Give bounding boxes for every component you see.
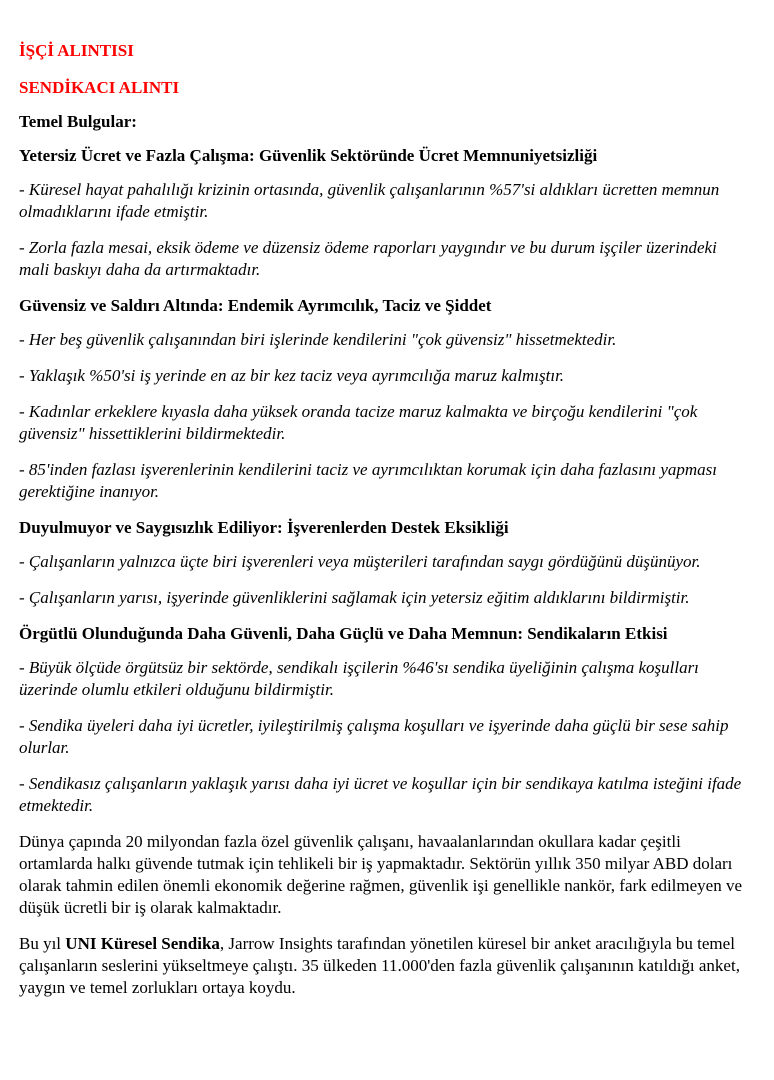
finding-item: - Yaklaşık %50'si iş yerinde en az bir kez taciz veya ayrımcılığa maruz kalmıştır. (19, 366, 565, 385)
finding-item: - Zorla fazla mesai, eksik ödeme ve düzensiz ödeme raporları yaygındır ve bu durum işçiler üzerindeki mali baskıyı daha da artırmaktadır. (19, 238, 717, 279)
paragraph-text: Bu yıl (19, 934, 66, 953)
finding-item: - Küresel hayat pahalılığı krizinin ortasında, güvenlik çalışanlarının %57'si aldıkları ücretten memnun olmadıklarını ifade etmiştir. (19, 180, 720, 221)
worker-quote-label: İŞÇİ ALINTISI (19, 41, 134, 60)
finding-item: - Sendika üyeleri daha iyi ücretler, iyileştirilmiş çalışma koşulları ve işyerinde daha güçlü bir sese sahip olurlar. (19, 716, 729, 757)
organization-name: UNI Küresel Sendika (65, 934, 220, 953)
section-pay (19, 145, 749, 281)
section-safety (19, 295, 749, 503)
body-paragraph: Dünya çapında 20 milyondan fazla özel güvenlik çalışanı, havaalanlarından okullara kadar çeşitli ortamlarda halkı güvende tutmak için tehlikeli bir iş yapmaktadır. Sektörün yıllık 350 milyar ABD doları olarak tahmin edilen önemli ekonomik değerine rağmen, güvenlik işi genellikle nankör, fark edilmeyen ve düşük ücretli bir iş olarak kalmaktadır. (19, 832, 743, 917)
finding-item: - Sendikasız çalışanların yaklaşık yarısı daha iyi ücret ve koşullar için bir sendikaya katılma isteğini ifade etmektedir. (19, 774, 742, 815)
section-heading: Örgütlü Olunduğunda Daha Güvenli, Daha Güçlü ve Daha Memnun: Sendikaların Etkisi (19, 624, 668, 643)
finding-item: - Kadınlar erkeklere kıyasla daha yüksek oranda tacize maruz kalmakta ve birçoğu kendilerini "çok güvensiz" hissettiklerini bildirmektedir. (19, 402, 698, 443)
unionist-quote-label: SENDİKACI ALINTI (19, 78, 180, 97)
section-heading: Güvensiz ve Saldırı Altında: Endemik Ayrımcılık, Taciz ve Şiddet (19, 296, 492, 315)
section-unions (19, 623, 749, 817)
document-page (19, 40, 749, 1013)
section-heading: Yetersiz Ücret ve Fazla Çalışma: Güvenlik Sektöründe Ücret Memnuniyetsizliği (19, 146, 598, 165)
finding-item: - 85'inden fazlası işverenlerinin kendilerini taciz ve ayrımcılıktan korumak için daha fazlasını yapması gerektiğine inanıyor. (19, 460, 718, 501)
finding-item: - Her beş güvenlik çalışanından biri işlerinde kendilerini "çok güvensiz" hissetmektedir. (19, 330, 617, 349)
section-heading: Duyulmuyor ve Saygısızlık Ediliyor: İşverenlerden Destek Eksikliği (19, 518, 509, 537)
body-paragraph (19, 933, 749, 999)
finding-item: - Çalışanların yalnızca üçte biri işverenleri veya müşterileri tarafından saygı gördüğünü düşünüyor. (19, 552, 701, 571)
section-respect (19, 517, 749, 609)
finding-item: - Çalışanların yarısı, işyerinde güvenliklerini sağlamak için yetersiz eğitim aldıklarını bildirmiştir. (19, 588, 690, 607)
finding-item: - Büyük ölçüde örgütsüz bir sektörde, sendikalı işçilerin %46'sı sendika üyeliğinin çalışma koşulları üzerinde olumlu etkileri olduğunu bildirmiştir. (19, 658, 699, 699)
paragraph-text: , Jarrow Insights tarafından yönetilen küresel bir anket aracılığıyla bu temel çalışanların seslerini yükseltmeye çalıştı. 35 ülkeden 11.000'den fazla güvenlik çalışanının katıldığı anket, yaygın ve temel zorlukları ortaya koydu. (19, 934, 740, 997)
key-findings-title: Temel Bulgular: (19, 112, 137, 131)
